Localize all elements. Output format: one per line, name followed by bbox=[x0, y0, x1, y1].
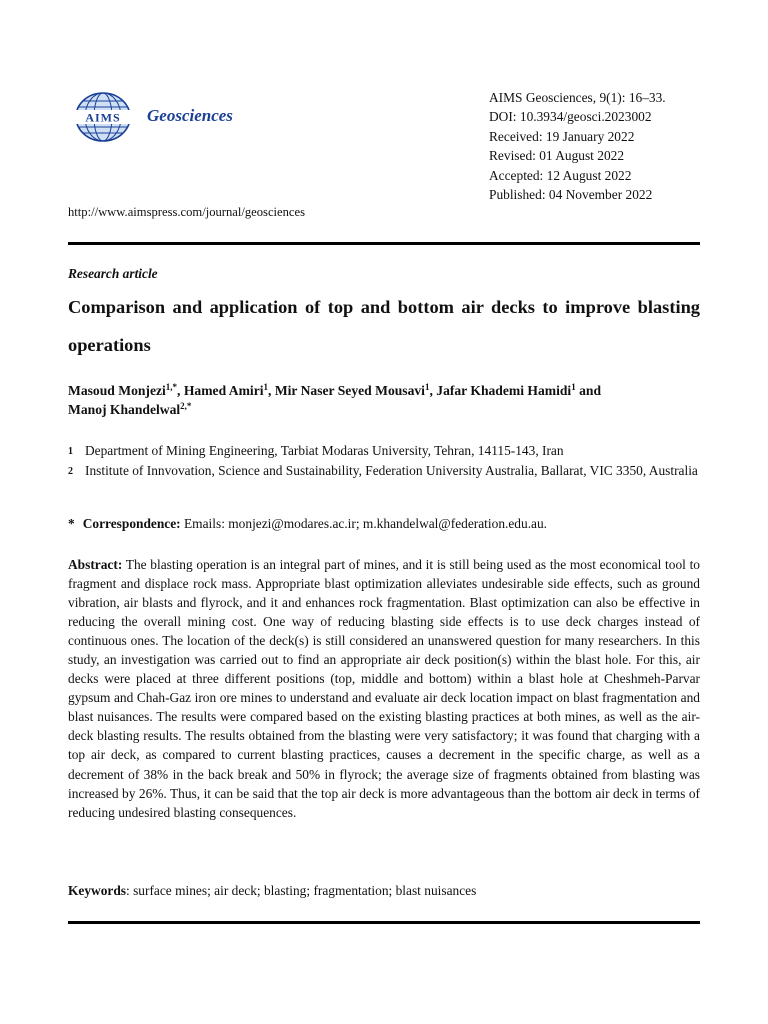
accepted-date: Accepted: 12 August 2022 bbox=[489, 167, 632, 183]
correspondence-star: * bbox=[68, 516, 75, 531]
abstract bbox=[68, 555, 700, 822]
affiliation-number: 2 bbox=[68, 466, 73, 478]
affiliation-item bbox=[68, 461, 700, 481]
received-date: Received: 19 January 2022 bbox=[489, 128, 635, 144]
citation-line: AIMS Geosciences, 9(1): 16–33. bbox=[489, 90, 666, 105]
author-affiliation-mark: 2,* bbox=[180, 401, 192, 411]
published-date: Published: 04 November 2022 bbox=[489, 187, 653, 203]
publication-meta bbox=[489, 88, 666, 204]
doi-line: DOI: 10.3934/geosci.2023002 bbox=[489, 109, 652, 125]
affiliation-text: Department of Mining Engineering, Tarbiat Modaras University, Tehran, 14115-143, Iran bbox=[85, 443, 564, 458]
author-affiliation-mark: 1,* bbox=[165, 382, 178, 392]
author-name: Masoud Monjezi bbox=[68, 383, 166, 398]
author-name: Manoj Khandelwal bbox=[68, 402, 181, 417]
affiliation-list bbox=[68, 441, 700, 482]
affiliation-item bbox=[68, 441, 700, 461]
abstract-divider bbox=[68, 921, 700, 924]
article-title: Comparison and application of top and bottom air decks to improve blasting operations bbox=[68, 297, 700, 355]
correspondence bbox=[68, 516, 700, 532]
author-name: Mir Naser Seyed Mousavi bbox=[274, 383, 425, 398]
aims-logo-icon bbox=[72, 91, 134, 143]
author-list bbox=[68, 381, 700, 419]
correspondence-emails[interactable]: Emails: monjezi@modares.ac.ir; m.khandelwal@federation.edu.au. bbox=[180, 516, 548, 531]
correspondence-label: Correspondence: bbox=[82, 516, 181, 531]
author-separator: , bbox=[429, 383, 437, 398]
keywords-label: Keywords bbox=[68, 883, 127, 898]
author-affiliation-mark: 1 bbox=[263, 382, 269, 392]
author-name: Jafar Khademi Hamidi bbox=[436, 383, 572, 398]
abstract-text: The blasting operation is an integral part of mines, and it is still being used as the most economical tool to fragment and displace rock mass. Appropriate blast optimization alleviates undesirable side effects, such as ground vibration, air blasts and flyrock, and it and enhances rock fragmentation. Blast optimization can also be effective in reducing the overall mining cost. One way of reducing blasting side effects is to use deck charges instead of continuous ones. The location of the deck(s) is still considered an unanswered question for many researchers. In this study, an investigation was carried out to find an appropriate air deck position(s) within the blast hole. For this, air decks were placed at three different positions (top, middle and bottom) within a blast hole at Cheshmeh-Parvar gypsum and Chah-Gaz iron ore mines to understand and evaluate air deck location impact on blast fragmentation and blast nuisances. The results were compared based on the existing blasting practices at both mines, as well as the air-deck blasting results. The results obtained from the blasting were very satisfactory; it was found that charging with a top air deck, as compared to current blasting practices, causes a decrement in the specific charge, as well as a decrement of 38% in the back break and 50% in flyrock; the average size of fragments obtained from blasting was increased by 26%. Thus, it can be said that the top air deck is more advantageous than the bottom air deck in terms of reducing undesired blasting consequences. bbox=[68, 557, 700, 820]
keywords bbox=[68, 883, 700, 899]
author-affiliation-mark: 1 bbox=[571, 382, 576, 392]
header-divider bbox=[68, 242, 700, 245]
keywords-text: : surface mines; air deck; blasting; fragmentation; blast nuisances bbox=[126, 883, 477, 898]
author-separator: and bbox=[575, 383, 602, 398]
affiliation-text: Institute of Innvovation, Science and Sustainability, Federation University Australia, Ballarat, VIC 3350, Australia bbox=[85, 463, 698, 479]
author-separator: , bbox=[268, 383, 275, 398]
revised-date: Revised: 01 August 2022 bbox=[489, 148, 625, 164]
affiliation-number: 1 bbox=[68, 446, 73, 457]
journal-name: Geosciences bbox=[147, 106, 233, 125]
author-name: Hamed Amiri bbox=[183, 383, 264, 398]
logo-text: AIMS bbox=[85, 110, 121, 125]
article-type: Research article bbox=[68, 266, 158, 281]
author-separator: , bbox=[177, 383, 184, 398]
journal-url[interactable]: http://www.aimspress.com/journal/geosciences bbox=[68, 205, 306, 219]
abstract-label: Abstract: bbox=[68, 557, 123, 572]
author-affiliation-mark: 1 bbox=[424, 382, 430, 392]
